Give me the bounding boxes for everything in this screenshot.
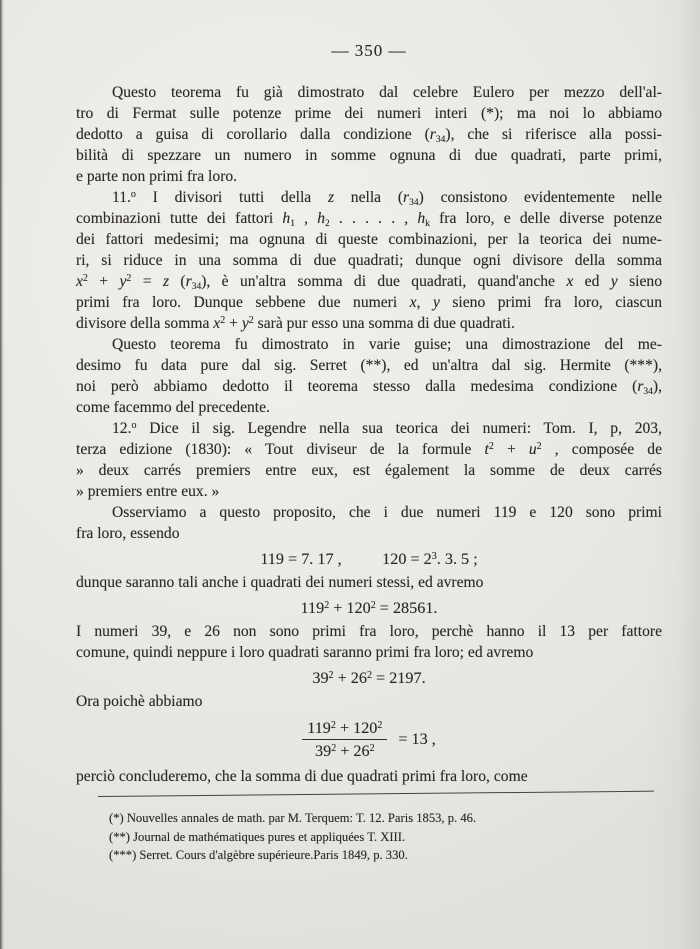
text-line: come facemmo del precedente. — [76, 399, 270, 416]
text-line: Osserviamo a questo proposito, che i due numeri 119 e 120 sono primi — [112, 504, 662, 521]
text-line: I numeri 39, e 26 non sono primi fra loro, perchè hanno il 13 per fattore — [76, 623, 662, 640]
page-number: — 350 — — [331, 41, 407, 60]
text-line: comune, quindi neppure i loro quadrati saranno primi fra loro; ed avremo — [76, 644, 534, 661]
text-line: fra loro, essendo — [76, 525, 180, 542]
footnotes — [76, 809, 662, 865]
text-line: ri, si riduce in una somma di due quadrati; dunque ogni divisore della somma — [76, 252, 662, 269]
page-content — [76, 40, 662, 865]
text-line: 12.$^o$ Dice il sig. Legendre nella sua teorica dei numeri: Tom. I, p, 203, — [112, 420, 662, 437]
text-line: Ora poichè abbiamo — [76, 693, 203, 710]
text-line: primi fra loro. Dunque sebbene due numeri x, y sieno primi fra loro, ciascun — [76, 294, 662, 311]
paragraph-intro — [76, 82, 662, 187]
equation-fraction — [76, 717, 662, 762]
equation-sum-2197: $39^2 + 26^2 = 2197$. — [312, 669, 426, 687]
text-line: tro di Fermat sulle potenze prime dei numeri interi (*); ma noi lo abbiamo — [76, 105, 662, 122]
paragraph-percio — [76, 766, 662, 787]
paragraph-39-26 — [76, 621, 662, 663]
text-line: bilità di spezzare un numero in somme ognuna di due quadrati, parte primi, — [76, 147, 662, 164]
equation-factorizations: 119 = 7. 17 , $120 = 2^3$. 3. 5 ; — [260, 550, 478, 568]
text-line: desimo fu data pure dal sig. Serret (**), ed un'altra dal sig. Hermite (***), — [76, 357, 662, 374]
text-line: » deux carrés premiers entre eux, est également la somme de deux carrés — [76, 462, 662, 479]
paragraph-11 — [76, 187, 662, 334]
text-line: 11.$^o$ I divisori tutti della z nella $(r_{34})$ consistono evidentemente nelle — [112, 189, 663, 208]
text-line: Questo teorema fu dimostrato in varie guise; una dimostrazione del me- — [112, 336, 662, 353]
text-line: » premiers entre eux. » — [76, 483, 220, 500]
text-line: dunque saranno tali anche i quadrati dei numeri stessi, ed avremo — [76, 574, 484, 591]
paragraph-osserviamo — [76, 502, 662, 544]
text-line: divisore della somma $x^2 + y^2$ sarà pur esso una somma di due quadrati. — [76, 315, 515, 332]
fraction-denominator: $39^2 + 26^2$ — [302, 739, 387, 762]
text-line: dedotto a guisa di corollario dalla condizione $(r_{34})$, che si riferisce alla possi- — [76, 126, 663, 145]
text-line: terza edizione (1830): « Tout diviseur de la formule $t^2 + u^2$ , composée de — [76, 441, 662, 458]
paragraph-dunque — [76, 572, 662, 593]
text-line: dei fattori medesimi; ma ognuna di queste combinazioni, per la teorica dei nume- — [76, 231, 662, 248]
text-line: noi però abbiamo dedotto il teorema stesso dalla medesima condizione $(r_{34})$, — [76, 378, 662, 397]
footnote-serret: (***) Serret. Cours d'algèbre supérieure.Paris 1849, p. 330. — [109, 848, 408, 863]
text-line: perciò concluderemo, che la somma di due quadrati primi fra loro, come — [76, 768, 528, 785]
paragraph-serret-hermite — [76, 334, 662, 418]
footnote-terquem: (*) Nouvelles annales de math. par M. Terquem: T. 12. Paris 1853, p. 46. — [109, 811, 477, 825]
paragraph-ora-poiche — [76, 691, 662, 712]
text-line: $x^2 + y^2 = z$ $(r_{34})$, è un'altra somma di due quadrati, quand'anche x ed y sieno — [76, 273, 663, 292]
fraction-result: = 13 , — [398, 730, 436, 748]
footnote-journal: (**) Journal de mathématiques pures et appliquées T. XIII. — [109, 829, 406, 844]
fraction — [302, 717, 387, 762]
footnote-rule — [98, 791, 654, 797]
fraction-numerator: $119^2 + 120^2$ — [307, 719, 383, 737]
text-line: e parte non primi fra loro. — [76, 168, 238, 185]
equation-sum-28561: $119^2 + 120^2 = 28561$. — [300, 599, 438, 617]
paragraph-12-legendre — [76, 418, 662, 502]
text-line: Questo teorema fu già dimostrato dal celebre Eulero per mezzo dell'al- — [112, 84, 662, 101]
text-line: combinazioni tutte dei fattori $h_1$ , $h_2$ . . . . . , $h_k$ fra loro, e delle diverse potenze — [76, 210, 662, 229]
